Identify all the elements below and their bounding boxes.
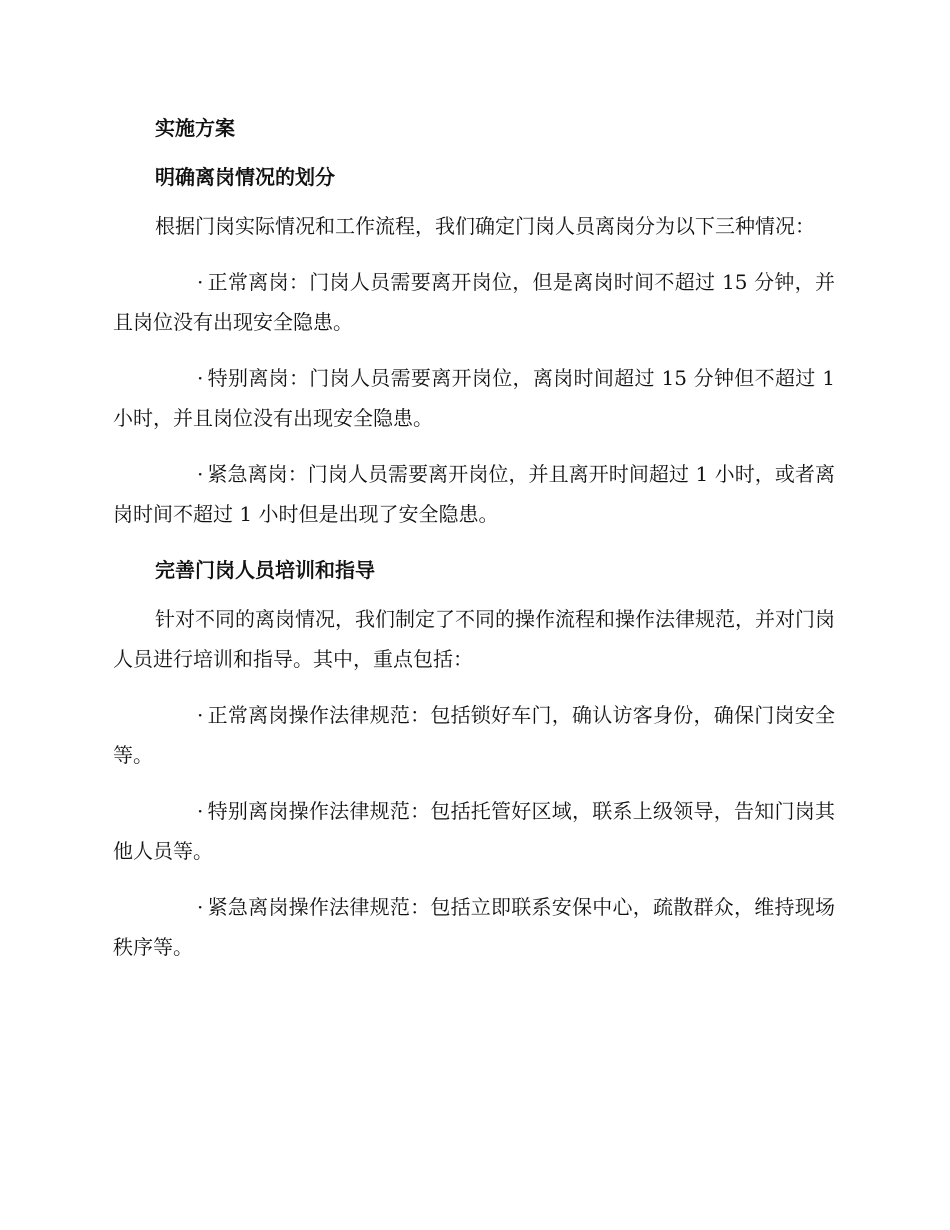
bullet-item-1-1 bbox=[113, 262, 835, 342]
bullet-text: 特别离岗操作法律规范：包括托管好区域，联系上级领导，告知门岗其他人员等。 bbox=[113, 799, 835, 863]
bullet-dot: · bbox=[197, 366, 204, 390]
subsection-title-1: 明确离岗情况的划分 bbox=[155, 165, 335, 189]
bullet-item-1-2 bbox=[113, 358, 835, 438]
bullet-dot: · bbox=[197, 895, 204, 919]
bullet-text: 正常离岗：门岗人员需要离开岗位，但是离岗时间不超过 15 分钟，并且岗位没有出现安全隐患。 bbox=[113, 270, 835, 334]
paragraph-intro-2: 针对不同的离岗情况，我们制定了不同的操作流程和操作法律规范，并对门岗人员进行培训和指导。其中，重点包括： bbox=[113, 607, 835, 671]
bullet-dot: · bbox=[197, 703, 204, 727]
bullet-item-1-3 bbox=[113, 454, 835, 534]
bullet-item-2-1 bbox=[113, 695, 835, 775]
bullet-dot: · bbox=[197, 270, 204, 294]
bullet-text: 紧急离岗操作法律规范：包括立即联系安保中心，疏散群众，维持现场秩序等。 bbox=[113, 895, 835, 959]
bullet-text: 特别离岗：门岗人员需要离开岗位，离岗时间超过 15 分钟但不超过 1 小时，并且岗位没有出现安全隐患。 bbox=[113, 366, 835, 430]
section-title: 实施方案 bbox=[155, 116, 235, 140]
paragraph-intro-1: 根据门岗实际情况和工作流程，我们确定门岗人员离岗分为以下三种情况： bbox=[155, 214, 815, 238]
document-page bbox=[113, 108, 835, 983]
bullet-dot: · bbox=[197, 799, 204, 823]
subsection-title-2: 完善门岗人员培训和指导 bbox=[155, 558, 375, 582]
bullet-text: 正常离岗操作法律规范：包括锁好车门，确认访客身份，确保门岗安全等。 bbox=[113, 703, 835, 767]
bullet-item-2-2 bbox=[113, 791, 835, 871]
bullet-dot: · bbox=[197, 462, 204, 486]
bullet-item-2-3 bbox=[113, 887, 835, 967]
bullet-text: 紧急离岗：门岗人员需要离开岗位，并且离开时间超过 1 小时，或者离岗时间不超过 1 小时但是出现了安全隐患。 bbox=[113, 462, 835, 526]
